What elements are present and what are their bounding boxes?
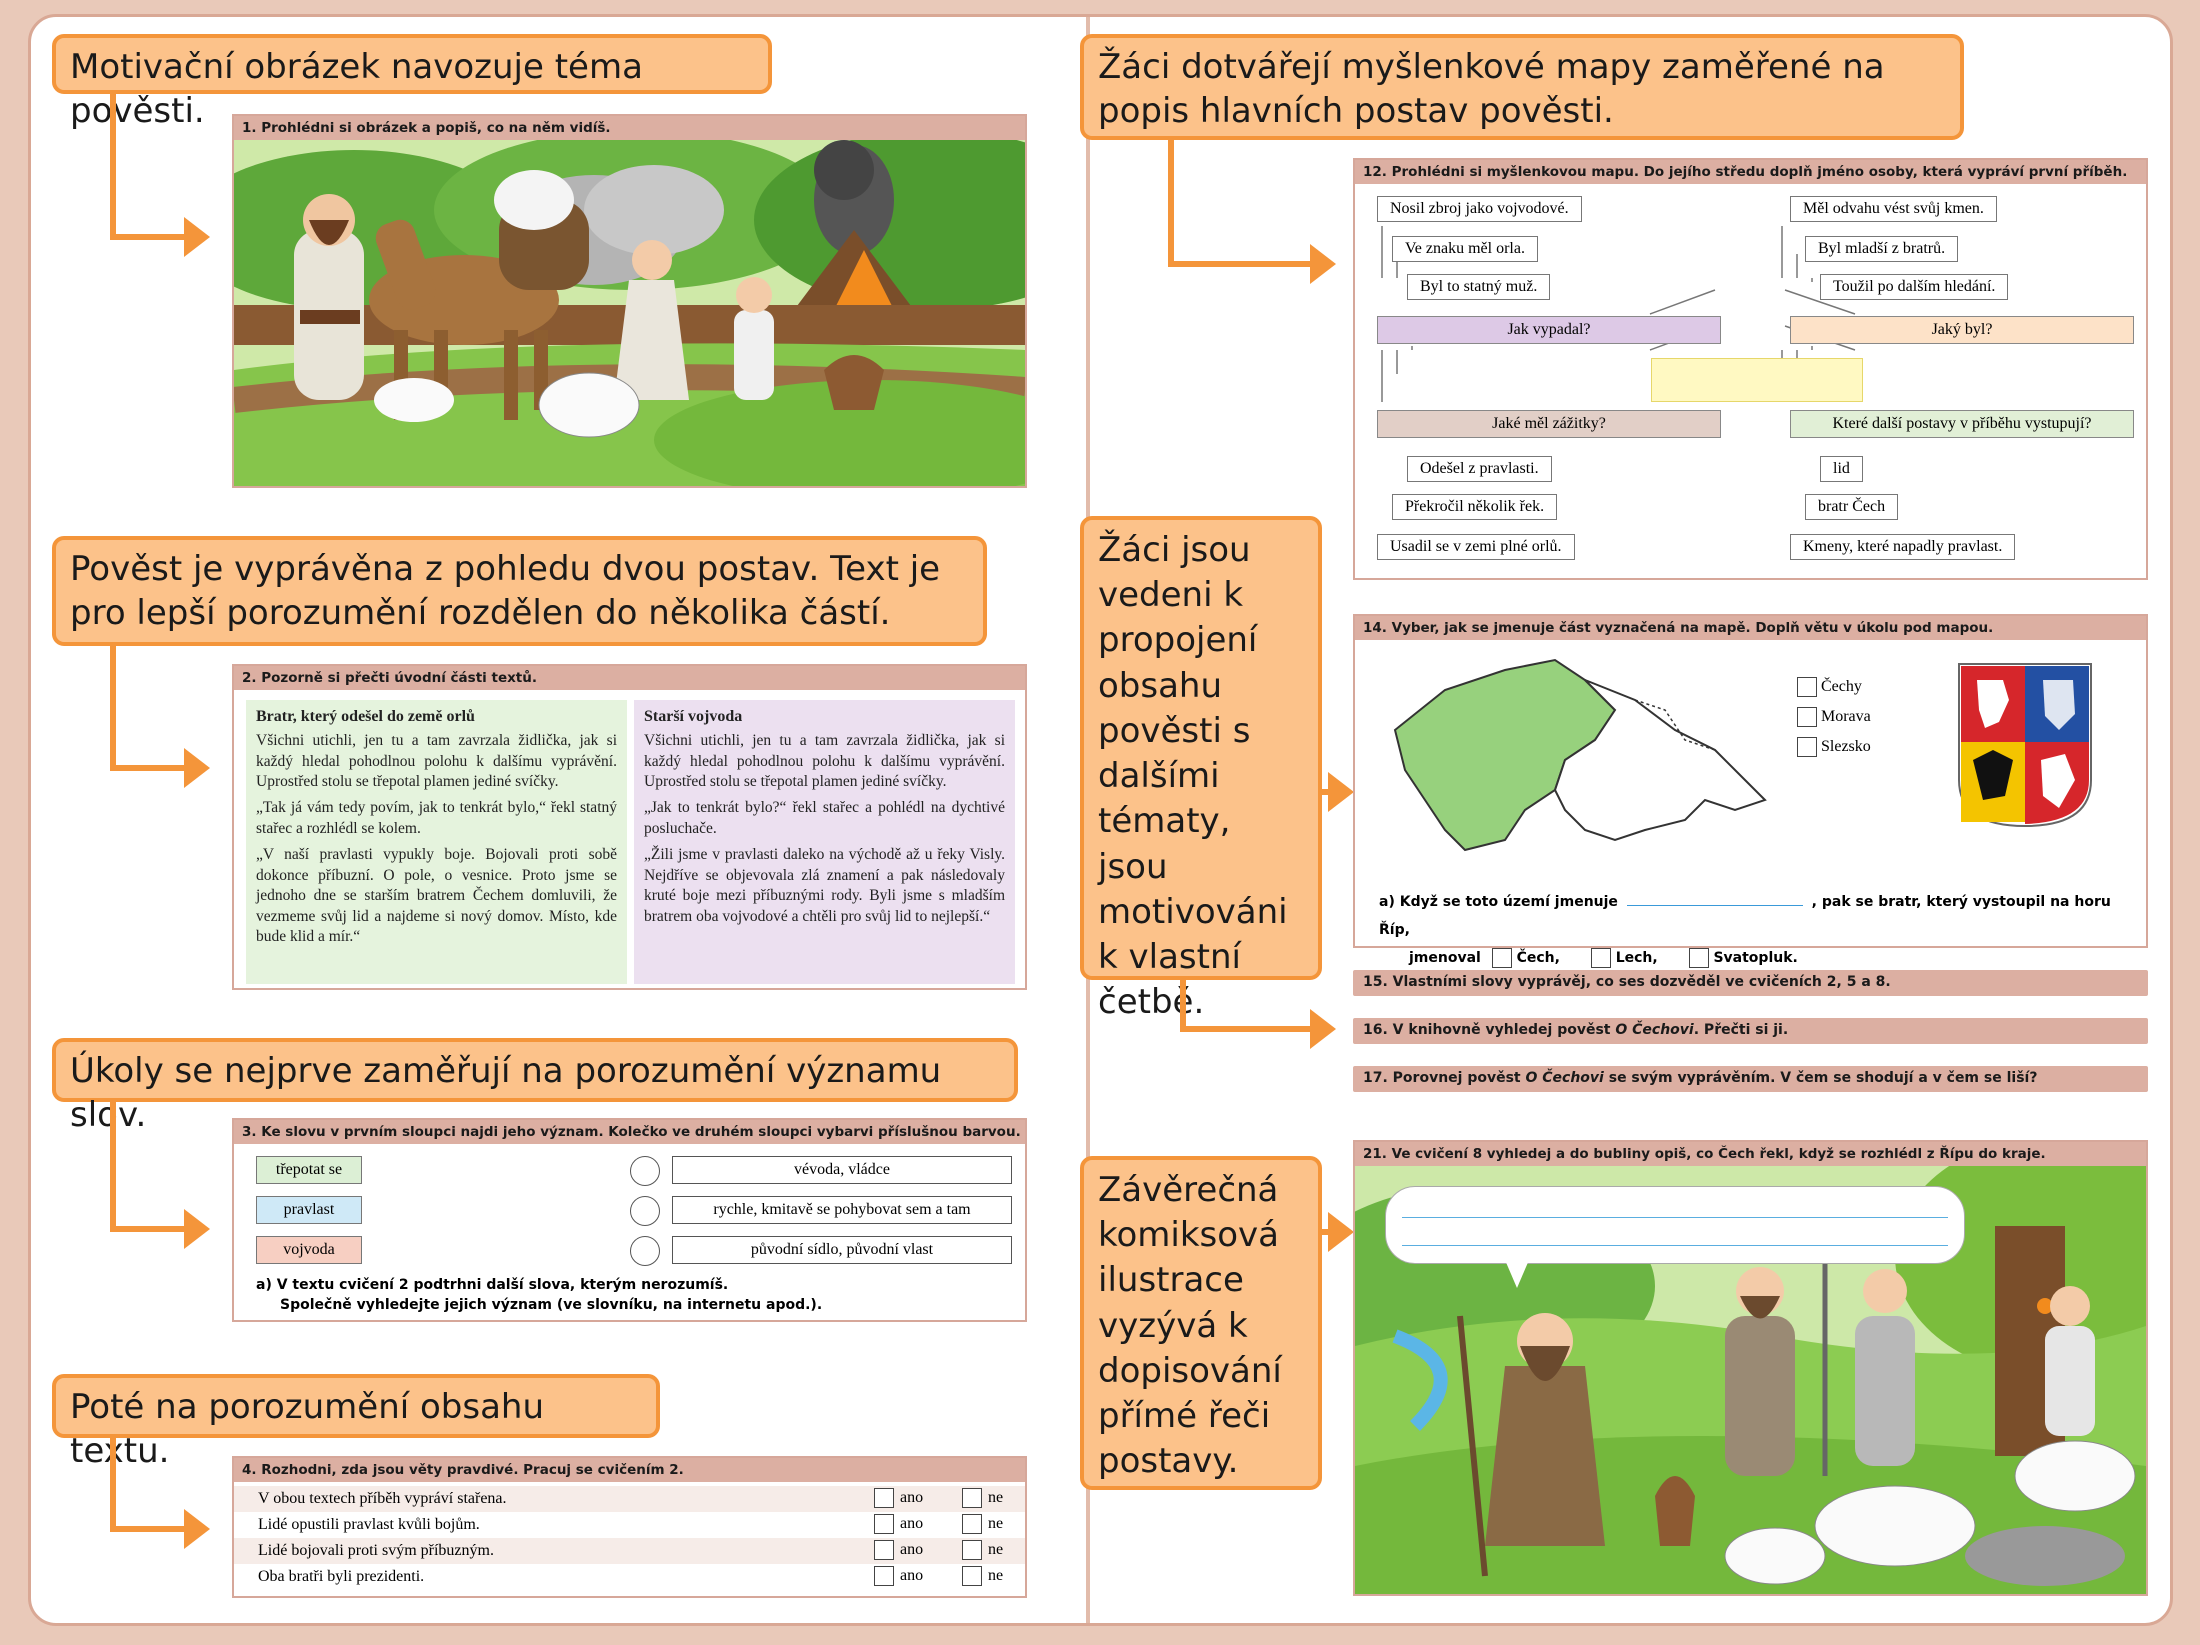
- no-checkbox[interactable]: [962, 1566, 982, 1586]
- true-false-row: [234, 1538, 1025, 1564]
- yes-label: ano: [900, 1541, 924, 1558]
- statement-text: Lidé bojovali proti svým příbuzným.: [258, 1542, 494, 1559]
- mindmap-category-experiences: Jaké měl zážitky?: [1377, 410, 1721, 438]
- color-circle[interactable]: [630, 1236, 660, 1266]
- coat-of-arms: [1955, 660, 2095, 830]
- mindmap-note: Usadil se v zemi plné orlů.: [1377, 534, 1575, 560]
- arrow-head: [184, 1209, 210, 1249]
- arrow-connector: [1168, 140, 1310, 267]
- text-paragraph: Všichni utichli, jen tu a tam zavrzala židlička, jak si každý hledal pohodlnou polohu k dalšímu vyprávění. Uprostřed stolu se třepotal plamen jediné svíčky.: [644, 732, 1005, 791]
- exercise-title: 4. Rozhodni, zda jsou věty pravdivé. Pracuj se cvičením 2.: [234, 1458, 1025, 1482]
- statement-text: Oba bratři byli prezidenti.: [258, 1568, 425, 1585]
- text-heading: Starší vojvoda: [644, 708, 743, 725]
- name-checkbox[interactable]: [1591, 948, 1611, 968]
- mindmap-note: Toužil po dalším hledání.: [1820, 274, 2008, 300]
- arrow-head: [1310, 1009, 1336, 1049]
- mindmap-note: Kmeny, které napadly pravlast.: [1790, 534, 2015, 560]
- callout-two-perspectives: Pověst je vyprávěna z pohledu dvou postav. Text je pro lepší porozumění rozdělen do několika částí.: [52, 536, 987, 646]
- mindmap-center-input[interactable]: [1651, 358, 1863, 402]
- arrow-connector: [110, 1438, 184, 1532]
- exercise-17: 17. Porovnej pověst O Čechovi se svým vyprávěním. V čem se shodují a v čem se liší?: [1353, 1066, 2148, 1092]
- arrow-head: [1328, 1212, 1354, 1252]
- arrow-connector: [110, 1102, 184, 1232]
- text-column-bratr: [246, 700, 627, 984]
- answer-line[interactable]: [1627, 888, 1803, 906]
- no-label: ne: [988, 1541, 1004, 1558]
- mindmap-note: Měl odvahu vést svůj kmen.: [1790, 196, 1997, 222]
- callout-motivation: Motivační obrázek navozuje téma pověsti.: [52, 34, 772, 94]
- statement-text: Lidé opustili pravlast kvůli bojům.: [258, 1516, 480, 1533]
- text-paragraph: „Tak já vám tedy povím, jak to tenkrát bylo,“ řekl statný stařec a rozhlédl se kolem.: [256, 799, 617, 837]
- village-illustration: [234, 140, 1025, 486]
- subtask-a: a) Když se toto území jmenuje , pak se bratr, který vystoupil na horu Říp, jmenoval Čech, Lech, Svatopluk.: [1379, 888, 2139, 972]
- no-label: ne: [988, 1567, 1004, 1584]
- callout-connections: Žáci jsou vedeni k propojení obsahu pověsti s dalšími tématy, jsou motivováni k vlastní četbě.: [1080, 516, 1322, 980]
- arrow-head: [184, 748, 210, 788]
- arrow-head: [184, 1509, 210, 1549]
- exercise-14: [1353, 614, 2148, 966]
- exercise-title: 14. Vyber, jak se jmenuje část vyznačená na mapě. Doplň větu v úkolu pod mapou.: [1355, 616, 2146, 640]
- meaning-box: původní sídlo, původní vlast: [672, 1236, 1012, 1264]
- true-false-row: [234, 1564, 1025, 1590]
- exercise-21: [1353, 1140, 2148, 1596]
- name-checkbox[interactable]: [1689, 948, 1709, 968]
- mindmap-category-characters: Které další postavy v příběhu vystupují?: [1790, 410, 2134, 438]
- mindmap-note: Byl mladší z bratrů.: [1805, 236, 1958, 262]
- arrow-head: [1328, 772, 1354, 812]
- mindmap-note: Odešel z pravlasti.: [1407, 456, 1552, 482]
- true-false-row: [234, 1486, 1025, 1512]
- exercise-4: [232, 1456, 1027, 1598]
- option-checkbox[interactable]: [1797, 707, 1817, 727]
- text-paragraph: „Jak to tenkrát bylo?“ řekl stařec a pohlédl na dychtivé posluchače.: [644, 799, 1005, 837]
- mindmap-note: bratr Čech: [1805, 494, 1898, 520]
- mindmap-note: Ve znaku měl orla.: [1392, 236, 1538, 262]
- arrow-connector: [110, 94, 184, 240]
- yes-label: ano: [900, 1567, 924, 1584]
- no-checkbox[interactable]: [962, 1488, 982, 1508]
- text-column-vojvoda: [634, 700, 1015, 984]
- exercise-title: 1. Prohlédni si obrázek a popiš, co na něm vidíš.: [234, 116, 1025, 140]
- mindmap-note: lid: [1820, 456, 1863, 482]
- name-checkbox[interactable]: [1492, 948, 1512, 968]
- vocab-word: pravlast: [256, 1196, 362, 1224]
- vocab-word: třepotat se: [256, 1156, 362, 1184]
- exercise-16: 16. V knihovně vyhledej pověst O Čechovi. Přečti si ji.: [1353, 1018, 2148, 1044]
- exercise-15: 15. Vlastními slovy vyprávěj, co ses dozvěděl ve cvičeních 2, 5 a 8.: [1353, 970, 2148, 996]
- exercise-title: 21. Ve cvičení 8 vyhledej a do bubliny opiš, co Čech řekl, když se rozhlédl z Řípu do kraje.: [1355, 1142, 2146, 1166]
- callout-word-meaning: Úkoly se nejprve zaměřují na porozumění významu slov.: [52, 1038, 1018, 1102]
- exercise-title: 2. Pozorně si přečti úvodní části textů.: [234, 666, 1025, 690]
- meaning-box: rychle, kmitavě se pohybovat sem a tam: [672, 1196, 1012, 1224]
- text-paragraph: „Žili jsme v pravlasti daleko na východě až u řeky Visly. Nejdříve se objevovala zlá znamení a pak následovaly kruté boje mezi příbuznými rody. Byli jsme s mladším bratrem oba vojvodové a chtěli pro svůj lid to nejlepší.“: [644, 846, 1005, 925]
- option-checkbox[interactable]: [1797, 737, 1817, 757]
- no-label: ne: [988, 1515, 1004, 1532]
- mindmap-note: Překročil několik řek.: [1392, 494, 1557, 520]
- subtask-a: a) V textu cvičení 2 podtrhni další slova, kterým nerozumíš. Společně vyhledejte jejich význam (ve slovníku, na internetu apod.).: [256, 1277, 823, 1313]
- no-checkbox[interactable]: [962, 1540, 982, 1560]
- czech-map: [1385, 650, 1805, 880]
- true-false-row: [234, 1512, 1025, 1538]
- mindmap-category-character: Jaký byl?: [1790, 316, 2134, 344]
- exercise-12: [1353, 158, 2148, 580]
- callout-comic: Závěrečná komiksová ilustrace vyzývá k dopisování přímé řeči postavy.: [1080, 1156, 1322, 1490]
- text-paragraph: Všichni utichli, jen tu a tam zavrzala židlička, jak si každý hledal pohodlnou polohu k dalšímu vyprávění. Uprostřed stolu se třepotal plamen jediné svíčky.: [256, 732, 617, 791]
- speech-bubble-input[interactable]: [1385, 1186, 1965, 1264]
- yes-checkbox[interactable]: [874, 1566, 894, 1586]
- option-checkbox[interactable]: [1797, 677, 1817, 697]
- arrow-head: [184, 217, 210, 257]
- region-options: Čechy Morava Slezsko: [1797, 672, 1871, 762]
- callout-mind-maps: Žáci dotvářejí myšlenkové mapy zaměřené na popis hlavních postav pověsti.: [1080, 34, 1964, 140]
- yes-label: ano: [900, 1489, 924, 1506]
- exercise-2: [232, 664, 1027, 990]
- arrow-connector: [110, 646, 184, 771]
- mindmap-category-looks: Jak vypadal?: [1377, 316, 1721, 344]
- no-checkbox[interactable]: [962, 1514, 982, 1534]
- exercise-3: [232, 1118, 1027, 1322]
- statement-text: V obou textech příběh vypráví stařena.: [258, 1490, 507, 1507]
- arrow-head: [1310, 244, 1336, 284]
- arrow-connector: [1180, 980, 1310, 1032]
- mindmap-note: Byl to statný muž.: [1407, 274, 1550, 300]
- exercise-title: 3. Ke slovu v prvním sloupci najdi jeho význam. Kolečko ve druhém sloupci vybarvi příslušnou barvou.: [234, 1120, 1025, 1144]
- speech-bubble-tail: [1505, 1260, 1529, 1288]
- mindmap-note: Nosil zbroj jako vojvodové.: [1377, 196, 1582, 222]
- no-label: ne: [988, 1489, 1004, 1506]
- yes-checkbox[interactable]: [874, 1540, 894, 1560]
- exercise-title: 12. Prohlédni si myšlenkovou mapu. Do jejího středu doplň jméno osoby, která vypráví první příběh.: [1355, 160, 2146, 184]
- yes-checkbox[interactable]: [874, 1488, 894, 1508]
- text-paragraph: „V naší pravlasti vypukly boje. Bojovali proti sobě dokonce příbuzní. O pole, o vesnice. Proto jsme se jednoho dne se starším bratrem Čechem domluvili, že vezmeme svůj lid a najdeme si nový domov. Místo, kde bude klid a mír.“: [256, 846, 617, 946]
- color-circle[interactable]: [630, 1196, 660, 1226]
- callout-content-understanding: Poté na porozumění obsahu textu.: [52, 1374, 660, 1438]
- color-circle[interactable]: [630, 1156, 660, 1186]
- yes-checkbox[interactable]: [874, 1514, 894, 1534]
- yes-label: ano: [900, 1515, 924, 1532]
- exercise-1: [232, 114, 1027, 488]
- vocab-word: vojvoda: [256, 1236, 362, 1264]
- meaning-box: vévoda, vládce: [672, 1156, 1012, 1184]
- text-heading: Bratr, který odešel do země orlů: [256, 708, 475, 725]
